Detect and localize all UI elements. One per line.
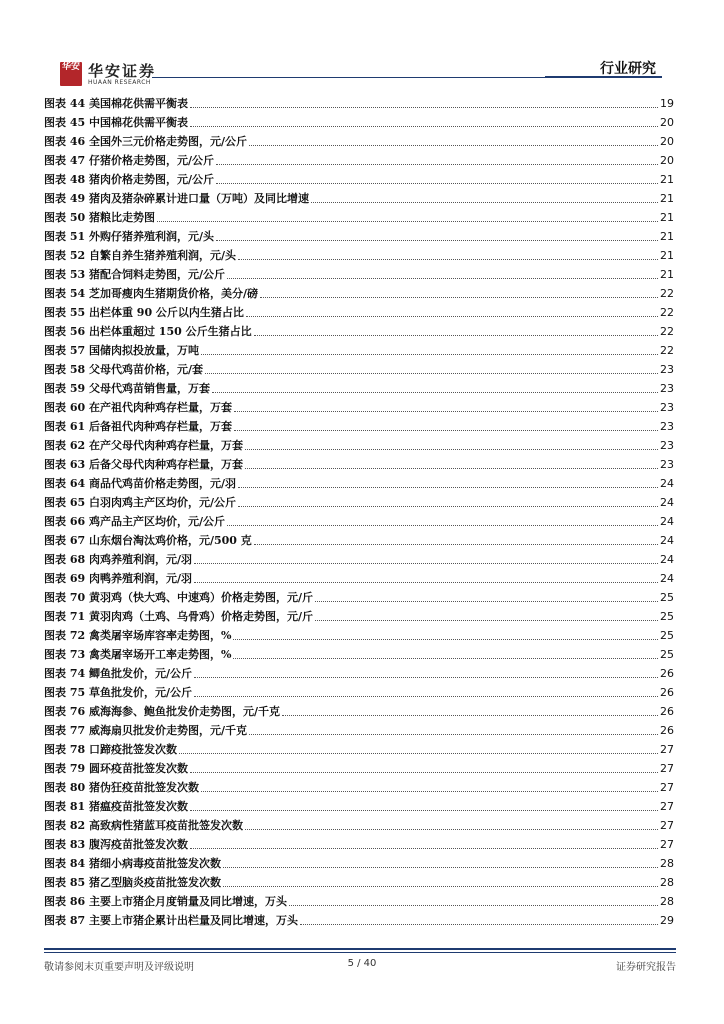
- toc-dot-leader: [194, 676, 658, 678]
- toc-dot-leader: [212, 391, 658, 393]
- toc-dot-leader: [289, 904, 658, 906]
- toc-entry[interactable]: [44, 301, 674, 320]
- toc-entry[interactable]: [44, 529, 674, 548]
- toc-entry[interactable]: [44, 377, 674, 396]
- toc-entry-title[interactable]: 图表 53 猪配合饲料走势图，元/公斤: [44, 268, 225, 281]
- toc-dot-leader: [205, 372, 658, 374]
- toc-entry-page[interactable]: 29: [660, 914, 674, 927]
- toc-entry-page[interactable]: 22: [660, 325, 674, 338]
- page-number: 5 / 40: [347, 958, 377, 969]
- toc-dot-leader: [233, 638, 658, 640]
- toc-entry[interactable]: [44, 700, 674, 719]
- toc-dot-leader: [216, 163, 658, 165]
- toc-entry[interactable]: [44, 339, 674, 358]
- footer-disclaimer: 敬请参阅末页重要声明及评级说明: [44, 962, 194, 973]
- toc-dot-leader: [190, 809, 658, 811]
- toc-entry-title[interactable]: 图表 70 黄羽鸡（快大鸡、中速鸡）价格走势图，元/斤: [44, 591, 313, 604]
- toc-entry[interactable]: [44, 453, 674, 472]
- toc-entry[interactable]: [44, 225, 674, 244]
- toc-dot-leader: [190, 771, 658, 773]
- toc-entry[interactable]: [44, 263, 674, 282]
- toc-entry-title[interactable]: 图表 52 自繁自养生猪养殖利润，元/头: [44, 249, 236, 262]
- header-divider-accent: [545, 76, 662, 78]
- toc-entry-page[interactable]: 26: [660, 724, 674, 737]
- toc-entry-title[interactable]: 图表 67 山东烟台淘汰鸡价格，元/500 克: [44, 534, 252, 547]
- toc-dot-leader: [234, 429, 658, 431]
- toc-entry-title[interactable]: 图表 86 主要上市猪企月度销量及同比增速，万头: [44, 895, 287, 908]
- toc-dot-leader: [249, 144, 658, 146]
- toc-dot-leader: [201, 790, 658, 792]
- toc-entry-page[interactable]: 26: [660, 667, 674, 680]
- toc-dot-leader: [282, 714, 658, 716]
- toc-dot-leader: [254, 334, 658, 336]
- toc-entry-title[interactable]: 图表 46 全国外三元价格走势图，元/公斤: [44, 135, 247, 148]
- toc-entry[interactable]: [44, 586, 674, 605]
- brand-logo-text: 华安证券: [88, 62, 157, 80]
- toc-dot-leader: [190, 125, 658, 127]
- toc-dot-leader: [216, 239, 658, 241]
- toc-entry-page[interactable]: 23: [660, 458, 674, 471]
- toc-dot-leader: [245, 448, 658, 450]
- toc-entry[interactable]: [44, 320, 674, 339]
- toc-dot-leader: [234, 410, 658, 412]
- toc-entry-page[interactable]: 26: [660, 686, 674, 699]
- toc-entry-title[interactable]: 图表 65 白羽肉鸡主产区均价，元/公斤: [44, 496, 236, 509]
- toc-entry-title[interactable]: 图表 57 国储肉拟投放量，万吨: [44, 344, 199, 357]
- toc-dot-leader: [245, 467, 658, 469]
- toc-entry-title[interactable]: 图表 68 肉鸡养殖利润，元/羽: [44, 553, 192, 566]
- toc-entry[interactable]: [44, 149, 674, 168]
- toc-entry-title[interactable]: 图表 66 鸡产品主产区均价，元/公斤: [44, 515, 225, 528]
- toc-entry-page[interactable]: 21: [660, 268, 674, 281]
- toc-entry-page[interactable]: 23: [660, 363, 674, 376]
- toc-entry-title[interactable]: 图表 45 中国棉花供需平衡表: [44, 116, 188, 129]
- toc-entry[interactable]: [44, 662, 674, 681]
- toc-entry-page[interactable]: 24: [660, 572, 674, 585]
- toc-dot-leader: [260, 296, 658, 298]
- toc-entry-page[interactable]: 21: [660, 173, 674, 186]
- toc-dot-leader: [179, 752, 658, 754]
- toc-entry[interactable]: [44, 909, 674, 928]
- toc-entry-title[interactable]: 图表 80 猪伪狂疫苗批签发次数: [44, 781, 199, 794]
- toc-dot-leader: [311, 201, 658, 203]
- toc-entry-title[interactable]: 图表 69 肉鸭养殖利润，元/羽: [44, 572, 192, 585]
- toc-entry-page[interactable]: 19: [660, 97, 674, 110]
- toc-entry[interactable]: [44, 605, 674, 624]
- toc-entry-title[interactable]: 图表 79 圆环疫苗批签发次数: [44, 762, 188, 775]
- toc-entry[interactable]: [44, 871, 674, 890]
- toc-entry[interactable]: [44, 415, 674, 434]
- toc-entry-title[interactable]: 图表 49 猪肉及猪杂碎累计进口量（万吨）及同比增速: [44, 192, 309, 205]
- toc-entry[interactable]: [44, 472, 674, 491]
- toc-entry-title[interactable]: 图表 50 猪粮比走势图: [44, 211, 155, 224]
- toc-entry-page[interactable]: 21: [660, 249, 674, 262]
- toc-entry[interactable]: [44, 396, 674, 415]
- toc-entry-page[interactable]: 24: [660, 515, 674, 528]
- toc-entry-title[interactable]: 图表 64 商品代鸡苗价格走势图，元/羽: [44, 477, 236, 490]
- toc-entry-page[interactable]: 22: [660, 344, 674, 357]
- toc-entry-page[interactable]: 28: [660, 895, 674, 908]
- toc-entry[interactable]: [44, 624, 674, 643]
- toc-entry[interactable]: [44, 567, 674, 586]
- toc-dot-leader: [300, 923, 658, 925]
- toc-entry-title[interactable]: 图表 82 高致病性猪蓝耳疫苗批签发次数: [44, 819, 243, 832]
- toc-entry-title[interactable]: 图表 75 草鱼批发价，元/公斤: [44, 686, 192, 699]
- toc-entry[interactable]: [44, 206, 674, 225]
- toc-dot-leader: [254, 543, 658, 545]
- toc-dot-leader: [227, 277, 658, 279]
- toc-dot-leader: [194, 695, 658, 697]
- toc-entry[interactable]: [44, 814, 674, 833]
- toc-dot-leader: [223, 866, 658, 868]
- toc-entry-title[interactable]: 图表 54 芝加哥瘦肉生猪期货价格，美分/磅: [44, 287, 258, 300]
- toc-dot-leader: [233, 657, 658, 659]
- toc-dot-leader: [238, 505, 658, 507]
- toc-entry-title[interactable]: 图表 60 在产祖代肉种鸡存栏量，万套: [44, 401, 232, 414]
- toc-entry-title[interactable]: 图表 62 在产父母代肉种鸡存栏量，万套: [44, 439, 243, 452]
- toc-entry-page[interactable]: 22: [660, 287, 674, 300]
- footer-divider: [44, 948, 676, 950]
- toc-entry-page[interactable]: 23: [660, 382, 674, 395]
- toc-entry[interactable]: [44, 548, 674, 567]
- toc-entry-page[interactable]: 25: [660, 610, 674, 623]
- toc-entry[interactable]: [44, 130, 674, 149]
- toc-entry-title[interactable]: 图表 63 后备父母代肉种鸡存栏量，万套: [44, 458, 243, 471]
- toc-entry-title[interactable]: 图表 51 外购仔猪养殖利润，元/头: [44, 230, 214, 243]
- toc-entry[interactable]: [44, 757, 674, 776]
- toc-entry[interactable]: [44, 795, 674, 814]
- toc-entry-page[interactable]: 20: [660, 154, 674, 167]
- toc-dot-leader: [238, 486, 658, 488]
- toc-dot-leader: [216, 182, 658, 184]
- toc-entry[interactable]: [44, 738, 674, 757]
- toc-entry-page[interactable]: 28: [660, 857, 674, 870]
- toc-dot-leader: [246, 315, 658, 317]
- toc-entry-page[interactable]: 24: [660, 477, 674, 490]
- toc-entry-page[interactable]: 27: [660, 819, 674, 832]
- toc-entry-page[interactable]: 22: [660, 306, 674, 319]
- toc-entry-title[interactable]: 图表 48 猪肉价格走势图，元/公斤: [44, 173, 214, 186]
- toc-entry-page[interactable]: 27: [660, 838, 674, 851]
- toc-dot-leader: [245, 828, 658, 830]
- toc-entry[interactable]: [44, 510, 674, 529]
- toc-entry[interactable]: [44, 111, 674, 130]
- toc-entry[interactable]: [44, 681, 674, 700]
- section-label: 行业研究: [600, 61, 656, 77]
- toc-entry-page[interactable]: 21: [660, 230, 674, 243]
- toc-entry-title[interactable]: 图表 87 主要上市猪企累计出栏量及同比增速，万头: [44, 914, 298, 927]
- toc-entry-page[interactable]: 27: [660, 743, 674, 756]
- toc-entry[interactable]: [44, 358, 674, 377]
- toc-dot-leader: [238, 258, 658, 260]
- toc-entry-page[interactable]: 21: [660, 192, 674, 205]
- toc-entry[interactable]: [44, 776, 674, 795]
- brand-logo-mark: 华安: [60, 62, 82, 86]
- toc-entry-page[interactable]: 28: [660, 876, 674, 889]
- toc-dot-leader: [190, 106, 658, 108]
- toc-dot-leader: [194, 581, 658, 583]
- toc-entry-page[interactable]: 20: [660, 135, 674, 148]
- toc-entry-page[interactable]: 24: [660, 553, 674, 566]
- toc-entry-title[interactable]: 图表 83 腹泻疫苗批签发次数: [44, 838, 188, 851]
- toc-dot-leader: [157, 220, 658, 222]
- toc-entry-title[interactable]: 图表 58 父母代鸡苗价格，元/套: [44, 363, 203, 376]
- toc-entry-page[interactable]: 25: [660, 629, 674, 642]
- toc-entry[interactable]: [44, 719, 674, 738]
- toc-entry[interactable]: [44, 244, 674, 263]
- toc-entry-page[interactable]: 21: [660, 211, 674, 224]
- toc-entry-page[interactable]: 23: [660, 439, 674, 452]
- toc-entry-title[interactable]: 图表 77 威海扇贝批发价走势图，元/千克: [44, 724, 247, 737]
- toc-dot-leader: [227, 524, 658, 526]
- toc-dot-leader: [201, 353, 658, 355]
- toc-entry-title[interactable]: 图表 73 禽类屠宰场开工率走势图，%: [44, 648, 232, 661]
- toc-entry-title[interactable]: 图表 44 美国棉花供需平衡表: [44, 97, 188, 110]
- toc-entry-title[interactable]: 图表 61 后备祖代肉种鸡存栏量，万套: [44, 420, 232, 433]
- toc-entry[interactable]: [44, 491, 674, 510]
- toc-entry[interactable]: [44, 168, 674, 187]
- toc-entry-page[interactable]: 25: [660, 648, 674, 661]
- toc-entry-title[interactable]: 图表 78 口蹄疫批签发次数: [44, 743, 177, 756]
- toc-entry-page[interactable]: 27: [660, 781, 674, 794]
- toc-entry-page[interactable]: 23: [660, 420, 674, 433]
- toc-entry-page[interactable]: 27: [660, 800, 674, 813]
- footer-report-type: 证券研究报告: [616, 962, 676, 973]
- toc-entry[interactable]: [44, 92, 674, 111]
- toc-entry-title[interactable]: 图表 76 威海海参、鲍鱼批发价走势图，元/千克: [44, 705, 280, 718]
- toc-entry[interactable]: [44, 187, 674, 206]
- toc-entry-title[interactable]: 图表 85 猪乙型脑炎疫苗批签发次数: [44, 876, 221, 889]
- toc-entry-title[interactable]: 图表 74 鲫鱼批发价，元/公斤: [44, 667, 192, 680]
- toc-dot-leader: [190, 847, 658, 849]
- toc-dot-leader: [249, 733, 658, 735]
- toc-entry[interactable]: [44, 890, 674, 909]
- table-of-figures: [44, 92, 674, 928]
- toc-entry[interactable]: [44, 434, 674, 453]
- toc-dot-leader: [223, 885, 658, 887]
- toc-entry-page[interactable]: 23: [660, 401, 674, 414]
- toc-entry-title[interactable]: 图表 55 出栏体重 90 公斤以内生猪占比: [44, 306, 244, 319]
- toc-entry-page[interactable]: 20: [660, 116, 674, 129]
- toc-entry-page[interactable]: 24: [660, 534, 674, 547]
- toc-entry-title[interactable]: 图表 81 猪瘟疫苗批签发次数: [44, 800, 188, 813]
- page-footer: [0, 948, 724, 988]
- toc-entry[interactable]: [44, 282, 674, 301]
- toc-entry[interactable]: [44, 852, 674, 871]
- toc-entry-title[interactable]: 图表 72 禽类屠宰场库容率走势图，%: [44, 629, 232, 642]
- brand-logo-subtext: HUAAN RESEARCH: [88, 79, 151, 86]
- toc-dot-leader: [194, 562, 658, 564]
- toc-dot-leader: [315, 619, 658, 621]
- toc-entry-page[interactable]: 24: [660, 496, 674, 509]
- toc-entry-page[interactable]: 25: [660, 591, 674, 604]
- page-header: [0, 0, 724, 90]
- toc-entry-title[interactable]: 图表 59 父母代鸡苗销售量，万套: [44, 382, 210, 395]
- toc-entry-title[interactable]: 图表 84 猪细小病毒疫苗批签发次数: [44, 857, 221, 870]
- toc-entry-page[interactable]: 26: [660, 705, 674, 718]
- toc-entry-page[interactable]: 27: [660, 762, 674, 775]
- toc-entry[interactable]: [44, 833, 674, 852]
- toc-entry[interactable]: [44, 643, 674, 662]
- toc-entry-title[interactable]: 图表 71 黄羽肉鸡（土鸡、乌骨鸡）价格走势图，元/斤: [44, 610, 313, 623]
- toc-entry-title[interactable]: 图表 47 仔猪价格走势图，元/公斤: [44, 154, 214, 167]
- toc-entry-title[interactable]: 图表 56 出栏体重超过 150 公斤生猪占比: [44, 325, 252, 338]
- footer-divider-thin: [44, 952, 676, 953]
- toc-dot-leader: [315, 600, 658, 602]
